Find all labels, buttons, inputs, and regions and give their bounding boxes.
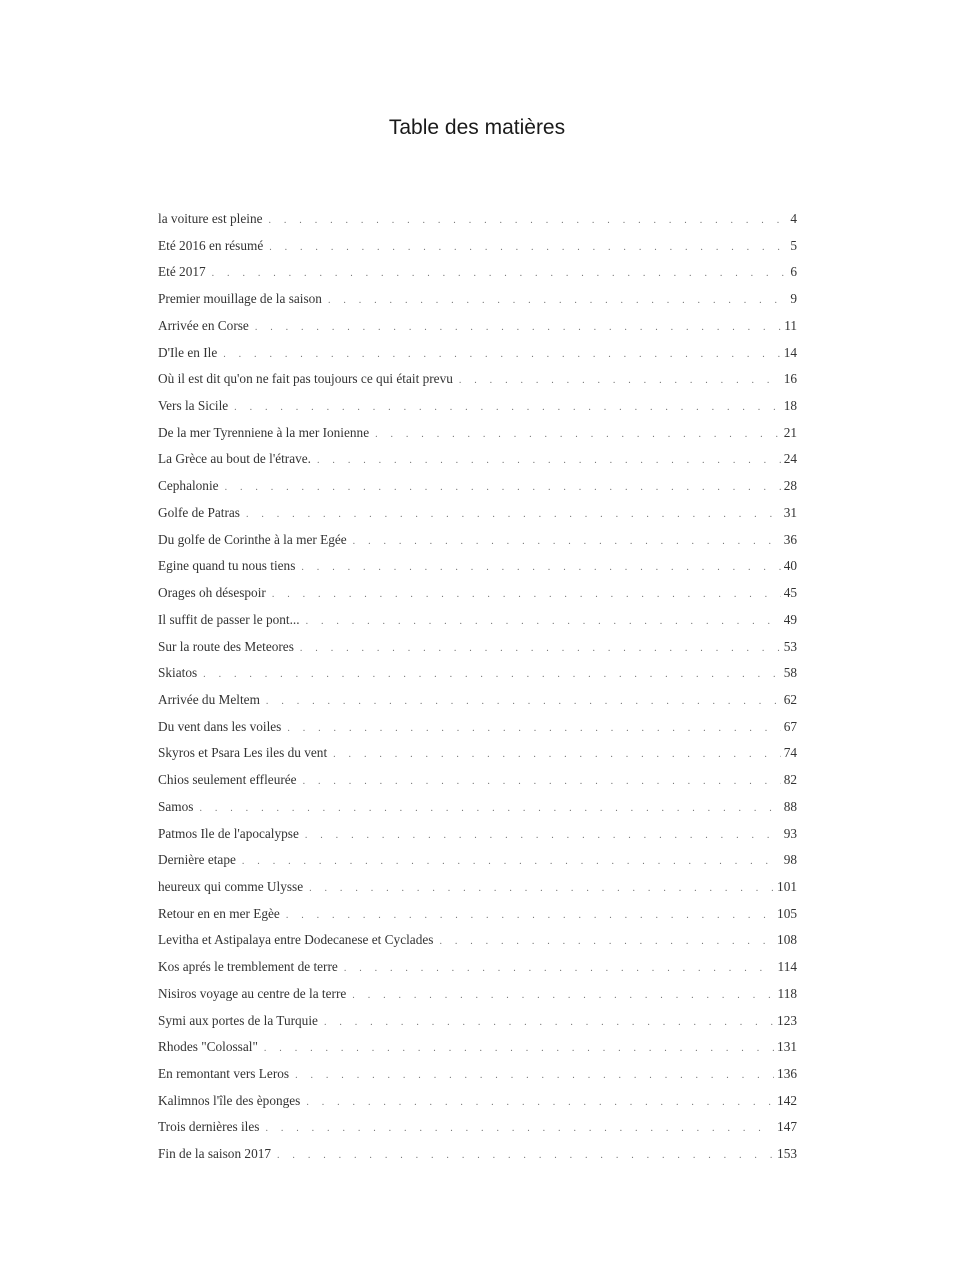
toc-entry[interactable] [158, 1146, 797, 1173]
toc-entry-page-number: 5 [790, 237, 797, 253]
toc-entry-title: Skiatos [158, 665, 198, 681]
toc-entry-title: la voiture est pleine [158, 211, 263, 226]
toc-entry-title: Du golfe de Corinthe à la mer Egée [158, 531, 347, 547]
toc-entry[interactable] [158, 986, 797, 1013]
dot-leader [317, 455, 781, 466]
table-of-contents [158, 211, 797, 1173]
dot-leader [352, 990, 774, 1001]
toc-entry-title: Du vent dans les voiles [158, 718, 282, 734]
toc-entry[interactable] [158, 558, 797, 585]
dot-leader [269, 242, 787, 253]
dot-leader [306, 1097, 774, 1108]
toc-entry-page-number: 14 [783, 344, 797, 360]
toc-entry[interactable] [158, 398, 797, 425]
toc-entry-title: Levitha et Astipalaya entre Dodecanese et Cyclades [158, 932, 434, 948]
dot-leader [255, 322, 781, 333]
dot-leader [272, 589, 781, 600]
toc-entry-title: Symi aux portes de la Turquie [158, 1012, 318, 1028]
toc-entry-title: Samos [158, 798, 194, 814]
toc-entry[interactable] [158, 612, 797, 639]
toc-entry[interactable] [158, 1039, 797, 1066]
toc-entry[interactable] [158, 318, 797, 345]
dot-leader [439, 936, 774, 947]
toc-entry[interactable] [158, 1013, 797, 1040]
toc-entry-page-number: 74 [783, 745, 797, 761]
toc-entry[interactable] [158, 1093, 797, 1120]
toc-entry-title: Arrivée du Meltem [158, 691, 260, 707]
toc-entry-page-number: 58 [783, 665, 797, 681]
toc-entry-title: Il suffit de passer le pont... [158, 611, 300, 627]
toc-entry-page-number: 82 [783, 772, 797, 788]
toc-entry-page-number: 88 [783, 798, 797, 814]
toc-entry-page-number: 101 [777, 878, 797, 894]
toc-entry-title: Où il est dit qu'on ne fait pas toujours ce qui était prevu [158, 371, 453, 387]
toc-entry-title: Retour en en mer Egèe [158, 905, 280, 921]
toc-entry[interactable] [158, 238, 797, 265]
dot-leader [203, 669, 781, 680]
toc-entry[interactable] [158, 371, 797, 398]
toc-entry-title: Rhodes "Colossal" [158, 1039, 258, 1055]
toc-entry-title: Skyros et Psara Les iles du vent [158, 745, 328, 761]
toc-entry-title: En remontant vers Leros [158, 1066, 290, 1081]
toc-entry[interactable] [158, 826, 797, 853]
toc-entry-page-number: 105 [777, 905, 797, 921]
toc-entry[interactable] [158, 692, 797, 719]
toc-entry-title: Dernière etape [158, 852, 236, 868]
toc-entry[interactable] [158, 478, 797, 505]
toc-entry-title: La Grèce au bout de l'étrave. [158, 451, 312, 467]
dot-leader [265, 1123, 774, 1134]
toc-entry-page-number: 136 [777, 1066, 797, 1081]
toc-entry-page-number: 28 [783, 478, 797, 494]
toc-entry[interactable] [158, 1066, 797, 1093]
toc-entry-page-number: 18 [783, 398, 797, 414]
toc-entry-page-number: 40 [783, 558, 797, 574]
toc-entry[interactable] [158, 959, 797, 986]
toc-entry[interactable] [158, 906, 797, 933]
dot-leader [199, 803, 780, 814]
toc-entry[interactable] [158, 291, 797, 318]
toc-entry-page-number: 6 [790, 264, 797, 280]
toc-entry-page-number: 67 [783, 718, 797, 734]
dot-leader [269, 215, 788, 226]
toc-entry-page-number: 118 [777, 985, 797, 1001]
toc-entry-page-number: 11 [784, 317, 797, 333]
toc-entry-title: Egine quand tu nous tiens [158, 558, 296, 574]
toc-entry[interactable] [158, 532, 797, 559]
toc-entry-title: Eté 2016 en résumé [158, 237, 264, 253]
toc-entry-page-number: 4 [790, 211, 797, 226]
dot-leader [305, 830, 781, 841]
dot-leader [223, 349, 780, 360]
dot-leader [277, 1150, 774, 1161]
toc-entry-page-number: 98 [783, 852, 797, 868]
toc-entry-page-number: 36 [783, 531, 797, 547]
toc-entry-title: Fin de la saison 2017 [158, 1146, 272, 1162]
toc-entry-page-number: 123 [777, 1012, 797, 1028]
toc-entry-page-number: 24 [783, 451, 797, 467]
toc-entry[interactable] [158, 745, 797, 772]
toc-entry[interactable] [158, 345, 797, 372]
toc-entry[interactable] [158, 665, 797, 692]
toc-entry-title: heureux qui comme Ulysse [158, 878, 304, 894]
toc-entry-page-number: 108 [777, 932, 797, 948]
dot-leader [303, 776, 781, 787]
dot-leader [266, 696, 781, 707]
toc-entry[interactable] [158, 425, 797, 452]
toc-entry-page-number: 53 [783, 638, 797, 654]
toc-entry[interactable] [158, 719, 797, 746]
dot-leader [264, 1043, 774, 1054]
toc-entry-title: Golfe de Patras [158, 504, 240, 520]
dot-leader [242, 856, 781, 867]
dot-leader [328, 295, 787, 306]
toc-entry-page-number: 114 [777, 959, 797, 975]
toc-entry-page-number: 142 [777, 1092, 797, 1108]
toc-entry[interactable] [158, 505, 797, 532]
toc-entry-page-number: 16 [783, 371, 797, 387]
dot-leader [295, 1070, 774, 1081]
toc-entry[interactable] [158, 799, 797, 826]
dot-leader [300, 643, 781, 654]
toc-entry-page-number: 147 [777, 1119, 797, 1135]
toc-entry-page-number: 31 [783, 504, 797, 520]
dot-leader [234, 402, 781, 413]
toc-entry-title: D'Ile en Ile [158, 344, 218, 360]
toc-entry-title: Trois dernières iles [158, 1119, 260, 1135]
dot-leader [212, 268, 788, 279]
dot-leader [375, 429, 781, 440]
toc-entry-title: Patmos Ile de l'apocalypse [158, 825, 299, 841]
dot-leader [344, 963, 775, 974]
dot-leader [333, 749, 781, 760]
toc-entry-title: Kos aprés le tremblement de terre [158, 959, 338, 975]
dot-leader [301, 562, 780, 573]
toc-entry-page-number: 62 [783, 691, 797, 707]
toc-entry-title: Orages oh désespoir [158, 585, 266, 601]
toc-entry[interactable] [158, 879, 797, 906]
toc-entry-page-number: 49 [783, 611, 797, 627]
toc-entry-title: Premier mouillage de la saison [158, 291, 322, 307]
toc-entry-page-number: 21 [783, 424, 797, 440]
toc-entry-page-number: 9 [790, 291, 797, 307]
page-title: Table des matières [388, 116, 566, 139]
toc-entry-title: Vers la Sicile [158, 398, 229, 414]
dot-leader [286, 910, 774, 921]
dot-leader [306, 616, 781, 627]
toc-entry-title: Arrivée en Corse [158, 317, 249, 333]
dot-leader [459, 375, 781, 386]
toc-entry-page-number: 153 [777, 1146, 797, 1162]
toc-entry[interactable] [158, 1119, 797, 1146]
toc-entry[interactable] [158, 264, 797, 291]
dot-leader [287, 723, 780, 734]
dot-leader [246, 509, 781, 520]
toc-entry-title: Nisiros voyage au centre de la terre [158, 985, 347, 1001]
toc-entry-page-number: 93 [783, 825, 797, 841]
dot-leader [324, 1017, 774, 1028]
toc-entry-title: Cephalonie [158, 478, 219, 494]
toc-entry[interactable] [158, 639, 797, 666]
toc-entry-title: Sur la route des Meteores [158, 638, 294, 654]
toc-entry-page-number: 131 [777, 1039, 797, 1055]
dot-leader [225, 482, 781, 493]
toc-entry-title: Eté 2017 [158, 264, 206, 280]
toc-entry[interactable] [158, 852, 797, 879]
toc-entry[interactable] [158, 772, 797, 799]
toc-entry-title: Chios seulement effleurée [158, 772, 297, 788]
toc-entry-title: Kalimnos l'île des èponges [158, 1092, 301, 1108]
dot-leader [309, 883, 774, 894]
dot-leader [353, 536, 781, 547]
toc-entry[interactable] [158, 211, 797, 238]
toc-entry[interactable] [158, 585, 797, 612]
toc-entry-title: De la mer Tyrenniene à la mer Ionienne [158, 424, 370, 440]
toc-entry-page-number: 45 [783, 585, 797, 601]
toc-entry[interactable] [158, 451, 797, 478]
toc-entry[interactable] [158, 932, 797, 959]
